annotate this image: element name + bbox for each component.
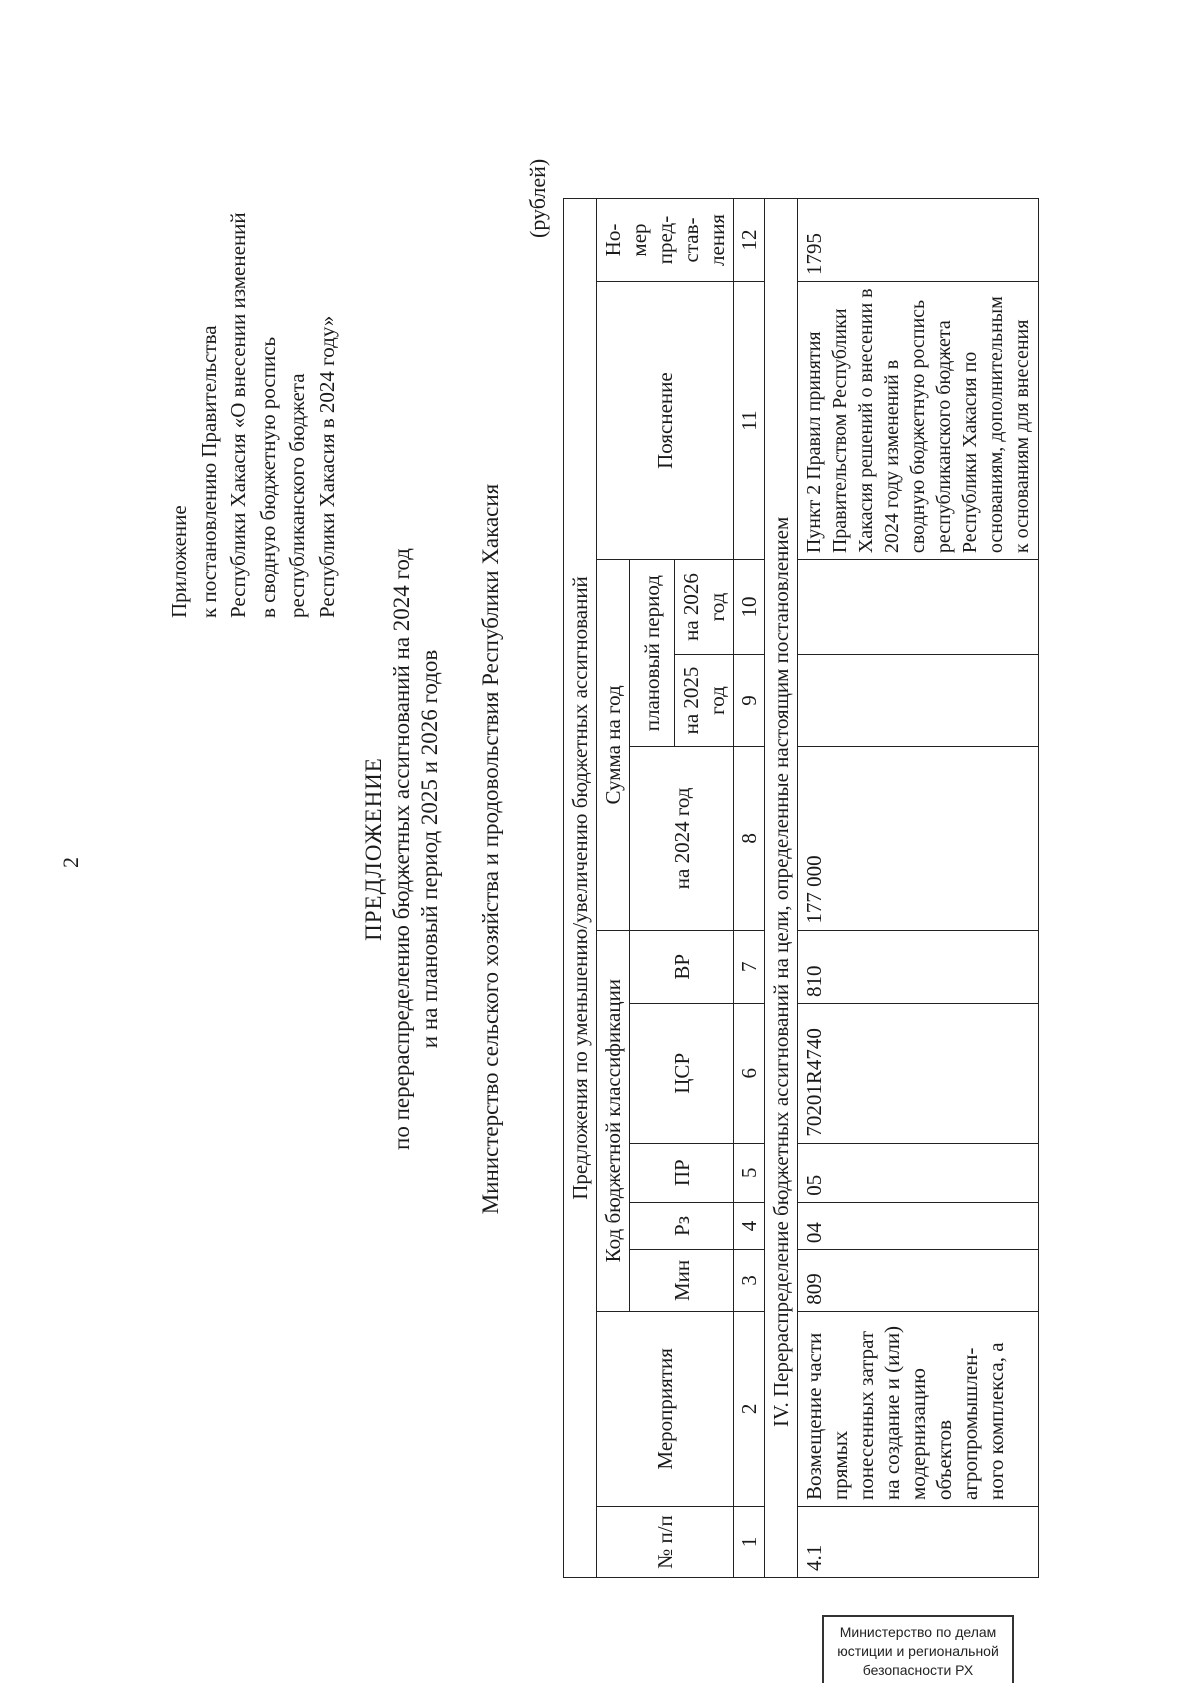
document-subtitle-line: по перераспределению бюджетных ассигнований на 2024 год <box>389 548 414 1150</box>
appendix-line: в сводную бюджетную роспись <box>255 336 280 618</box>
header-pr: ПР <box>630 1143 734 1202</box>
appendix-note <box>165 212 342 618</box>
units-label: (рублей) <box>525 158 550 238</box>
header-planned: плановый период <box>630 560 675 747</box>
appendix-line: Приложение <box>167 505 191 618</box>
column-number: 8 <box>734 747 765 930</box>
column-number: 6 <box>734 1003 765 1143</box>
row-sum-2024: 177 000 <box>798 747 1039 930</box>
table-caption-row <box>564 199 597 1578</box>
registration-stamp <box>822 1615 1014 1683</box>
row-min: 809 <box>798 1250 1039 1312</box>
header-rep-number: Но- мер пред- став- ления <box>597 199 734 282</box>
page-number: 2 <box>58 857 83 868</box>
header-code-group: Код бюджетной классификации <box>597 930 630 1311</box>
document-heading <box>360 0 444 1698</box>
stamp-line: безопасности РХ <box>862 1662 974 1678</box>
document-subtitle-line: и на плановый период 2025 и 2026 годов <box>417 649 442 1049</box>
header-vr: ВР <box>630 930 734 1003</box>
column-number: 3 <box>734 1250 765 1312</box>
header-min: Мин <box>630 1250 734 1312</box>
column-number: 11 <box>734 281 765 559</box>
column-number: 1 <box>734 1506 765 1577</box>
document-title: ПРЕДЛОЖЕНИЕ <box>361 757 386 941</box>
row-vr: 810 <box>798 930 1039 1003</box>
appendix-line: к постановлению Правительства <box>196 325 221 618</box>
header-2025: на 2025 год <box>675 654 734 746</box>
column-number: 7 <box>734 930 765 1003</box>
row-num: 4.1 <box>798 1506 1039 1577</box>
stamp-line: Министерство по делам <box>839 1624 997 1640</box>
header-2024: на 2024 год <box>630 747 734 930</box>
row-explanation: Пункт 2 Правил принятия Правительством Республики Хакасия решений о внесении в 2024 году изменений в сводную бюджетную роспись республиканского бюджета Республики Хакасия по основаниям, дополнительным к основаниям для внесения <box>798 281 1039 559</box>
column-number: 4 <box>734 1202 765 1249</box>
ministry-name: Министерство сельского хозяйства и продовольствия Республики Хакасия <box>478 483 503 1215</box>
appendix-line: республиканского бюджета <box>285 373 309 618</box>
header-2026: на 2026 год <box>675 560 734 655</box>
header-explanation: Пояснение <box>597 281 734 559</box>
column-number-row <box>734 199 765 1578</box>
column-number: 12 <box>734 199 765 282</box>
table-row <box>798 199 1039 1578</box>
row-rz: 04 <box>798 1202 1039 1249</box>
row-sum-2026 <box>798 560 1039 655</box>
appendix-line: Республики Хакасия «О внесении изменений <box>226 212 250 618</box>
budget-table <box>563 198 1039 1578</box>
column-number: 9 <box>734 654 765 746</box>
row-sum-2025 <box>798 654 1039 746</box>
header-sum-group: Сумма на год <box>597 560 630 930</box>
stamp-line: юстиции и региональной <box>837 1643 999 1659</box>
header-num: № п/п <box>597 1506 734 1577</box>
column-number: 10 <box>734 560 765 655</box>
section-title: IV. Перераспределение бюджетных ассигнований на цели, определенные настоящим постановлением <box>765 199 798 1578</box>
header-rz: Рз <box>630 1202 734 1249</box>
table-header-row <box>597 199 630 1578</box>
row-pr: 05 <box>798 1143 1039 1202</box>
column-number: 5 <box>734 1143 765 1202</box>
table-caption: Предложения по уменьшению/увеличению бюджетных ассигнований <box>564 199 597 1578</box>
header-event: Мероприятия <box>597 1311 734 1506</box>
row-csr: 70201R4740 <box>798 1003 1039 1143</box>
header-csr: ЦСР <box>630 1003 734 1143</box>
section-row <box>765 199 798 1578</box>
row-rep-number: 1795 <box>798 199 1039 282</box>
column-number: 2 <box>734 1311 765 1506</box>
row-event: Возмещение части прямых понесенных затрат на создание и (или) модернизацию объектов агропромышлен- ного комплекса, а <box>798 1311 1039 1506</box>
appendix-line: Республики Хакасия в 2024 году» <box>314 315 339 618</box>
